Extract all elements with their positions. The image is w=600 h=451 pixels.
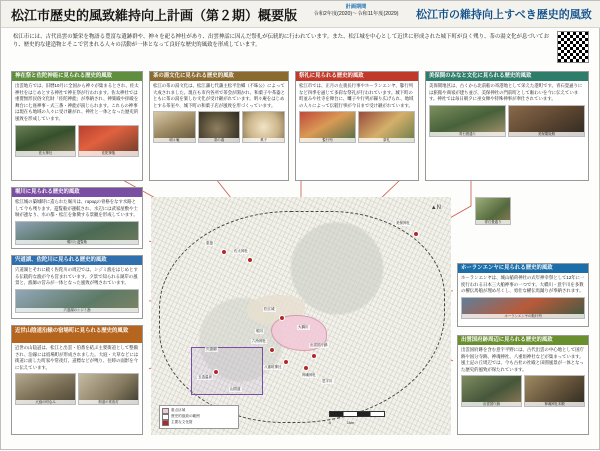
photo-caption: 宍道湖のシジミ漁 <box>16 308 138 312</box>
panel-river[interactable] <box>11 255 143 319</box>
legend-label: 主要な文化財 <box>171 420 193 425</box>
photo-meimeian <box>153 111 196 143</box>
map-label: 神魂神社 <box>302 373 316 377</box>
north-arrow-icon: ▲N <box>430 205 441 211</box>
panel-horanenya-title: ホーランエンヤに見られる歴史的風致 <box>458 264 588 273</box>
photo-sada-shrine <box>15 125 76 157</box>
photo-caption: 明々庵 <box>154 138 195 142</box>
photo-caption: 菓子 <box>243 138 284 142</box>
map-point[interactable] <box>413 231 419 237</box>
panel-kaido-body: 近世の山陰道は、松江と出雲・伯耆を結ぶ主要街道として整備され、沿線には宿場町が形成されました。大庭・大草などには街道に面した町家や常夜灯、道標などが残り、往時の面影を今に伝えています。 <box>15 345 139 370</box>
panel-izumo-title: 出雲国府跡周辺に見られる歴史的風致 <box>458 336 588 345</box>
map-label: 六所神社 <box>252 339 266 343</box>
photo-caption: 街道の常夜灯 <box>79 400 138 404</box>
photo-shijimi <box>15 289 139 313</box>
panel-river-body: 宍道湖とそれに続く佐陀川の周辺では、シジミ漁をはじめとする伝統的な漁が今も営まれています。夕景で知られる湖岸の風景と、漁師の営みが一体となった風致が残されています。 <box>15 267 138 286</box>
intro-paragraph: 松江市には、古代出雲の繁栄を物語る豊富な遺跡群や、神々を祀る神社があり、出雲神話に因んだ祭礼が伝統的に行われています。また、松江城を中心として近世に形成された城下町が良く残り、茶の湯文化が息づいており、歴史的な建造物とそこで営まれる人々の活動が一体となって良好な歴史的風致を形成しています。 <box>13 34 549 49</box>
legend-item <box>162 420 236 426</box>
map-label: 出雲国庁跡 <box>310 343 328 347</box>
map-point[interactable] <box>303 365 309 371</box>
page-header <box>1 1 600 28</box>
legend-label: 重点区域 <box>171 408 186 413</box>
map-point[interactable] <box>283 359 289 365</box>
photo-kokucho <box>461 375 522 407</box>
photo-caption: 美保関旅館 <box>509 132 584 136</box>
photo-wagashi <box>242 111 285 143</box>
map-label: 堀川 <box>256 329 263 333</box>
map-label: 八重垣神社 <box>264 365 282 369</box>
map-point[interactable] <box>213 369 219 375</box>
map-label: 山陰道 <box>230 387 241 391</box>
photo-caption: 大庭の町なみ <box>16 400 75 404</box>
panel-miho[interactable] <box>425 71 589 181</box>
panel-horikawa-photos <box>12 219 142 248</box>
panel-matsuri[interactable] <box>295 71 419 181</box>
photo-caption: 鼕行列 <box>300 138 355 142</box>
photo-caption: 神魂神社本殿 <box>525 402 584 406</box>
photo-tea-bowl <box>198 111 241 143</box>
panel-miho-title: 美保関のみなと文化に見られる歴史的風致 <box>426 72 588 81</box>
map-scale-label <box>329 420 354 425</box>
panel-shrine-body: 出雲地方では、旧暦10月に全国から神々が集まるとされ、佐太神社をはじめとする神社で神在祭が行われます。佐太神社では重要無形民俗文化財「佐陀神能」が奉納され、神楽殿や拝殿を舞台に七座神事・式三番・神能が演じられます。これらの神事は現在も地域の人々に受け継がれ、神社と一体となった歴史的風致を形成しています。 <box>15 83 139 122</box>
panel-horanenya-photos <box>458 295 588 322</box>
panel-kaido[interactable] <box>11 325 143 435</box>
plan-period <box>301 4 411 18</box>
photo-sada-shinno <box>78 125 139 157</box>
panel-river-title: 宍道湖、佐陀川に見られる歴史的風致 <box>12 256 142 265</box>
scale-min: 0 <box>329 420 332 425</box>
photo-horikawa <box>15 221 139 245</box>
map-point[interactable] <box>269 347 275 353</box>
panel-shrine-photos <box>12 123 142 160</box>
panel-shrine-title: 神在祭と佐陀神能に見られる歴史的風致 <box>12 72 142 81</box>
photo-miho-ryokan <box>508 105 585 137</box>
panel-izumo-body: 出雲国府跡を含む意宇平野には、古代出雲の中心地として国庁跡や国分寺跡、神魂神社、八重垣神社などが集まっています。風土記の丘周辺では、今も古社の社殿と田園風景が一体となった歴史的風致が保たれています。 <box>461 347 584 372</box>
map-label: 美保神社 <box>396 221 410 225</box>
panel-izumo-photos <box>458 373 588 410</box>
map-point[interactable] <box>279 315 285 321</box>
photo-caption: 青石畳通り <box>430 132 505 136</box>
photo-caption: 佐陀神能 <box>79 151 138 155</box>
photo-kamosu-shrine <box>524 375 585 407</box>
photo-caption: 祭礼 <box>359 138 414 142</box>
map-point[interactable] <box>311 353 317 359</box>
map-point[interactable] <box>221 249 227 255</box>
panel-matsuri-photos <box>296 109 418 146</box>
panel-tea-body: 松江の茶の湯文化は、松江藩七代藩主松平治郷（不昧公）によって大成されました。現在も市内各所で茶会が開かれ、和菓子や茶器とともに茶の湯を楽しむ文化が受け継がれています。明々庵をはじめとする茶室や、城下町の和菓子店が風致を形づくっています。 <box>153 83 285 108</box>
map-area[interactable] <box>151 197 451 435</box>
qr-code-icon <box>557 31 589 63</box>
photo-aoishidatami <box>429 105 506 137</box>
photo-kaido-lantern <box>78 373 139 405</box>
scale-max: 1km <box>346 420 355 425</box>
photo-caption: 堀川と遊覧船 <box>16 240 138 244</box>
panel-matsuri-title: 祭礼に見られる歴史的風致 <box>296 72 418 81</box>
map-label: 松江城 <box>264 307 275 311</box>
photo-caption: 青石畳通り <box>476 220 510 224</box>
map-label: 宍道湖 <box>206 347 217 351</box>
panel-izumo[interactable] <box>457 335 589 435</box>
photo-caption: ホーランエンヤの船行列 <box>462 314 584 318</box>
map-point[interactable] <box>247 257 253 263</box>
map-label: 玉造温泉 <box>198 375 212 379</box>
legend-swatch <box>162 420 169 426</box>
map-label: 佐太神社 <box>234 249 248 253</box>
photo-dou-gyoretsu <box>299 111 356 143</box>
photo-caption: 出雲国庁跡 <box>462 402 521 406</box>
panel-tea-title: 茶の湯文化に見られる歴史的風致 <box>150 72 288 81</box>
panel-miho-photos <box>426 103 588 140</box>
photo-oba-townscape <box>15 373 76 405</box>
photo-matsuri <box>358 111 415 143</box>
photo-caption: 茶の湯 <box>199 138 240 142</box>
map-scale-bar <box>329 411 385 417</box>
panel-horanenya-body: ホーランエンヤは、城山稲荷神社の式年神幸祭として12年に一度行われる日本三大船神事の一つです。大橋川・意宇川を多数の櫂伝馬船が埋め尽くし、勇壮な櫂伝馬踊りが奉納されます。 <box>461 275 585 294</box>
page-title: 松江市歴史的風致維持向上計画（第２期）概要版 <box>11 8 298 23</box>
panel-horanenya[interactable] <box>457 263 589 327</box>
panel-tea[interactable] <box>149 71 289 181</box>
panel-tea-photos <box>150 109 288 146</box>
map-label: 恵曇 <box>206 241 213 245</box>
map-label: 大橋川 <box>298 325 309 329</box>
map-label: 意宇川 <box>322 379 333 383</box>
legend-label: 歴史的風致の範囲 <box>171 414 200 419</box>
photo-horanenya <box>461 297 585 319</box>
map-legend <box>159 405 239 429</box>
panel-kaido-title: 近世山陰道沿線の宿場町に見られる歴史的風致 <box>12 326 142 343</box>
panel-horikawa[interactable] <box>11 187 143 249</box>
panel-kaido-photos <box>12 371 142 408</box>
plan-period-value: 令和2年度(2020)～令和11年度(2029) <box>313 11 399 18</box>
panel-river-photos <box>12 287 142 316</box>
panel-horikawa-title: 堀川に見られる歴史的風致 <box>12 188 142 197</box>
plan-period-label: 計画期間 <box>345 4 367 10</box>
panel-horikawa-body: 松江城の築城時に造られた堀川は、городの骨格をなす水路として今も残ります。遊覧船が運航され、水辺には武家屋敷や土塀が連なり、水の都・松江を象徴する景観を形成しています。 <box>15 199 138 218</box>
panel-miho-body: 美保関地区は、古くから北前船の寄港地として栄えた港町です。青石畳通りには旅館や商家が建ち並び、美保神社の門前町として賑わいを今に伝えています。神社では毎日朝夕に巫女舞や特殊神事が奉仕されています。 <box>429 83 583 102</box>
photo-caption: 佐太神社 <box>16 151 75 155</box>
page-subtitle: 松江市の維持向上すべき歴史的風致 <box>416 9 592 21</box>
inset-photo-miho-shrine <box>475 197 511 225</box>
panel-matsuri-body: 松江市では、正月の左義長行事やホーランエンヤ、鼕行列など四季を通じて多彩な祭礼が行われています。城下町の町並みや社寺を舞台に、囃子や行列が繰り広げられ、地域の人々によって伝統行事が今日まで受け継がれています。 <box>299 83 414 108</box>
map-zone-kaido <box>191 347 263 395</box>
panel-shrine[interactable] <box>11 71 143 181</box>
